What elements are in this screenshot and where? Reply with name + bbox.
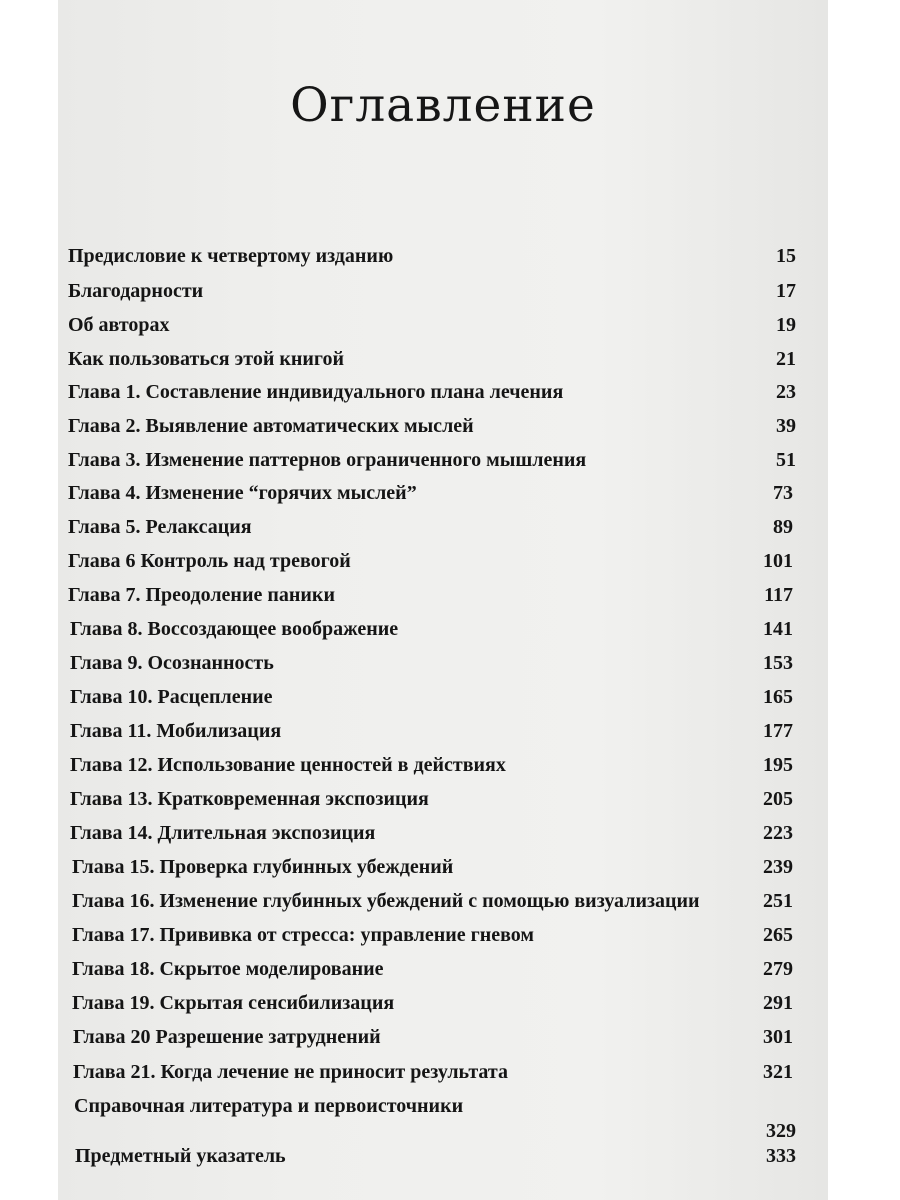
toc-entry-page-number: 165: [763, 686, 793, 708]
toc-entry: [58, 0, 828, 1200]
toc-entry: [58, 0, 828, 1200]
toc-entry: [58, 0, 828, 1200]
toc-entry-page-number: 15: [776, 245, 796, 267]
toc-entry-title: Глава 19. Скрытая сенсибилизация: [72, 992, 395, 1014]
toc-entry-title: Глава 4. Изменение “горячих мыслей”: [68, 482, 417, 504]
toc-entry: [58, 0, 828, 1200]
toc-entry-title: Глава 20 Разрешение затруднений: [73, 1026, 381, 1048]
toc-entry-page-number: 19: [776, 314, 796, 336]
toc-entry-page-number: 291: [763, 992, 793, 1014]
toc-entry: [58, 0, 828, 1200]
toc-entry-page-number: 21: [776, 348, 796, 370]
toc-entry-title: Глава 17. Прививка от стресса: управление гневом: [72, 924, 535, 946]
toc-entry-title: Глава 21. Когда лечение не приносит результата: [73, 1061, 508, 1083]
toc-entry-title: Глава 18. Скрытое моделирование: [72, 958, 384, 980]
toc-entry: [58, 0, 828, 1200]
toc-entry-title: Глава 6 Контроль над тревогой: [68, 550, 351, 572]
toc-entry-page-number: 321: [763, 1061, 793, 1083]
toc-entry: [58, 0, 828, 1200]
toc-entry-page-number: 17: [776, 280, 796, 302]
toc-entry: [58, 0, 828, 1200]
toc-entry: [58, 0, 828, 1200]
toc-entry-page-number: 333: [766, 1145, 796, 1167]
toc-entry: [58, 0, 828, 1200]
toc-entry-page-number: 205: [763, 788, 793, 810]
toc-entry-title: Глава 13. Кратковременная экспозиция: [70, 788, 429, 810]
toc-entry: [58, 0, 828, 1200]
toc-entry-title: Глава 11. Мобилизация: [70, 720, 282, 742]
toc-entry-page-number: 251: [763, 890, 793, 912]
toc-entry-page-number: 73: [773, 482, 793, 504]
toc-entry-page-number: 265: [763, 924, 793, 946]
toc-entry: [58, 0, 828, 1200]
toc-entry-title: Глава 5. Релаксация: [68, 516, 252, 538]
toc-entry: [58, 0, 828, 1200]
toc-entry: [58, 0, 828, 1200]
toc-entry-title: Глава 9. Осознанность: [70, 652, 274, 674]
toc-entry-title: Благодарности: [68, 280, 204, 302]
toc-entry: [58, 0, 828, 1200]
toc-entry-page-number: 39: [776, 415, 796, 437]
toc-entry: [58, 0, 828, 1200]
toc-entry-page-number: 195: [763, 754, 793, 776]
toc-entry: [58, 0, 828, 1200]
toc-entry-page-number: 23: [776, 381, 796, 403]
toc-entry-title: Глава 10. Расцепление: [70, 686, 273, 708]
toc-entry: [58, 0, 828, 1200]
toc-entry-title: Глава 2. Выявление автоматических мыслей: [68, 415, 474, 437]
toc-entry-title: Об авторах: [68, 314, 170, 336]
toc-entry-title: Предметный указатель: [75, 1145, 286, 1167]
toc-entry-page-number: 89: [773, 516, 793, 538]
toc-entry-page-number: 177: [763, 720, 793, 742]
toc-entry: [58, 0, 828, 1200]
toc-entry-page-number: 301: [763, 1026, 793, 1048]
toc-entry-title: Глава 16. Изменение глубинных убеждений с помощью визуализации: [72, 890, 700, 912]
toc-entry-title: Глава 12. Использование ценностей в действиях: [70, 754, 506, 776]
toc-entry-title: Глава 7. Преодоление паники: [68, 584, 335, 606]
toc-entry: [58, 0, 828, 1200]
toc-entry: [58, 0, 828, 1200]
page-title: Оглавление: [290, 78, 596, 133]
toc-entry-page-number: 153: [763, 652, 793, 674]
toc-entry-title: Глава 3. Изменение паттернов ограниченного мышления: [68, 449, 587, 471]
toc-entry-title: Как пользоваться этой книгой: [68, 348, 345, 370]
toc-entry-title: Справочная литература и первоисточники: [74, 1095, 464, 1117]
toc-entry-page-number: 329: [766, 1120, 796, 1142]
toc-entry: [58, 0, 828, 1200]
table-of-contents: [58, 0, 828, 1200]
toc-entry-title: Глава 14. Длительная экспозиция: [70, 822, 376, 844]
toc-entry-title: Глава 8. Воссоздающее воображение: [70, 618, 399, 640]
toc-entry-page-number: 279: [763, 958, 793, 980]
toc-entry-page-number: 51: [776, 449, 796, 471]
book-page: [58, 0, 828, 1200]
toc-entry-title: Глава 1. Составление индивидуального плана лечения: [68, 381, 564, 403]
toc-entry-title: Предисловие к четвертому изданию: [68, 245, 394, 267]
toc-entry-page-number: 101: [763, 550, 793, 572]
toc-entry: [58, 0, 828, 1200]
toc-entry-page-number: 141: [763, 618, 793, 640]
toc-entry: [58, 0, 828, 1200]
toc-entry-page-number: 239: [763, 856, 793, 878]
toc-entry: [58, 0, 828, 1200]
toc-entry-page-number: 223: [763, 822, 793, 844]
toc-entry: [58, 0, 828, 1200]
toc-entry-page-number: 117: [764, 584, 793, 606]
toc-entry: [58, 0, 828, 1200]
toc-entry-title: Глава 15. Проверка глубинных убеждений: [72, 856, 454, 878]
